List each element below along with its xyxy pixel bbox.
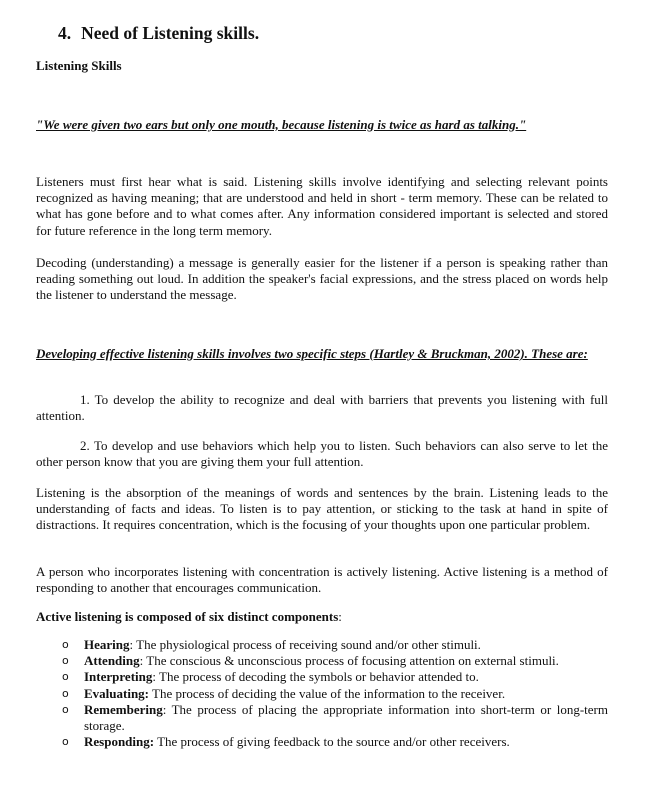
component-term: Remembering bbox=[84, 701, 163, 717]
components-heading-suffix: : bbox=[338, 609, 342, 624]
component-desc: The process of giving feedback to the source and/or other receivers. bbox=[154, 734, 510, 750]
component-desc: : The physiological process of receiving sound and/or other stimuli. bbox=[129, 637, 481, 652]
list-item bbox=[62, 637, 608, 653]
component-term: Interpreting bbox=[84, 669, 153, 685]
component-term: Evaluating: bbox=[84, 685, 150, 701]
bullet-icon: o bbox=[62, 654, 69, 668]
list-item bbox=[62, 669, 608, 685]
component-term: Responding: bbox=[84, 734, 155, 750]
components-heading-text: Active listening is composed of six distinct components bbox=[36, 609, 339, 624]
bullet-icon: o bbox=[62, 702, 69, 716]
steps-intro: Developing effective listening skills involves two specific steps (Hartley & Bruckman, 2002). These are: bbox=[36, 346, 588, 361]
quote: "We were given two ears but only one mouth, because listening is twice as hard as talking." bbox=[36, 117, 527, 132]
list-item bbox=[62, 653, 608, 669]
paragraph-active-listening: A person who incorporates listening with concentration is actively listening. Active listening is a method of responding to another that encourages communication. bbox=[36, 564, 608, 596]
list-item bbox=[62, 702, 608, 734]
bullet-icon: o bbox=[62, 735, 69, 749]
components-heading bbox=[36, 609, 342, 625]
paragraph-listeners: Listeners must first hear what is said. Listening skills involve identifying and selecting relevant points recognized as having meaning; that are understood and held in short - term memory. These can be related to what has gone before and to what comes after. Any information considered important is selected and stored for future reference in the long term memory. bbox=[36, 174, 608, 238]
step-2: 2. To develop and use behaviors which help you to listen. Such behaviors can also serve to let the other person know that you are giving them your full attention. bbox=[36, 438, 608, 470]
section-number: 4. bbox=[58, 23, 72, 43]
paragraph-decoding: Decoding (understanding) a message is generally easier for the listener if a person is speaking rather than reading something out loud. In addition the speaker's facial expressions, and the stress placed on words help the listener to understand the message. bbox=[36, 255, 608, 303]
component-term: Attending bbox=[84, 653, 140, 669]
section-heading bbox=[58, 22, 259, 44]
component-desc: : The process of decoding the symbols or behavior attended to. bbox=[152, 669, 479, 685]
component-desc: The process of deciding the value of the information to the receiver. bbox=[149, 685, 506, 701]
component-desc: : The process of placing the appropriate information into short-term or long-term storage. bbox=[84, 701, 608, 734]
step-1: 1. To develop the ability to recognize and deal with barriers that prevents you listening with full attention. bbox=[36, 392, 608, 424]
bullet-icon: o bbox=[62, 638, 69, 651]
components-list bbox=[62, 637, 608, 750]
subheading: Listening Skills bbox=[36, 58, 122, 73]
paragraph-absorption: Listening is the absorption of the meanings of words and sentences by the brain. Listening leads to the understanding of facts and ideas. To listen is to pay attention, or sticking to the task at hand in spite of distractions. It requires concentration, which is the focusing of your thoughts upon one particular problem. bbox=[36, 485, 608, 533]
list-item bbox=[62, 686, 608, 702]
bullet-icon: o bbox=[62, 670, 69, 684]
component-desc: : The conscious & unconscious process of focusing attention on external stimuli. bbox=[139, 653, 559, 669]
component-term: Hearing bbox=[84, 637, 130, 652]
bullet-icon: o bbox=[62, 686, 69, 700]
list-item bbox=[62, 734, 608, 750]
section-title: Need of Listening skills. bbox=[81, 23, 260, 43]
